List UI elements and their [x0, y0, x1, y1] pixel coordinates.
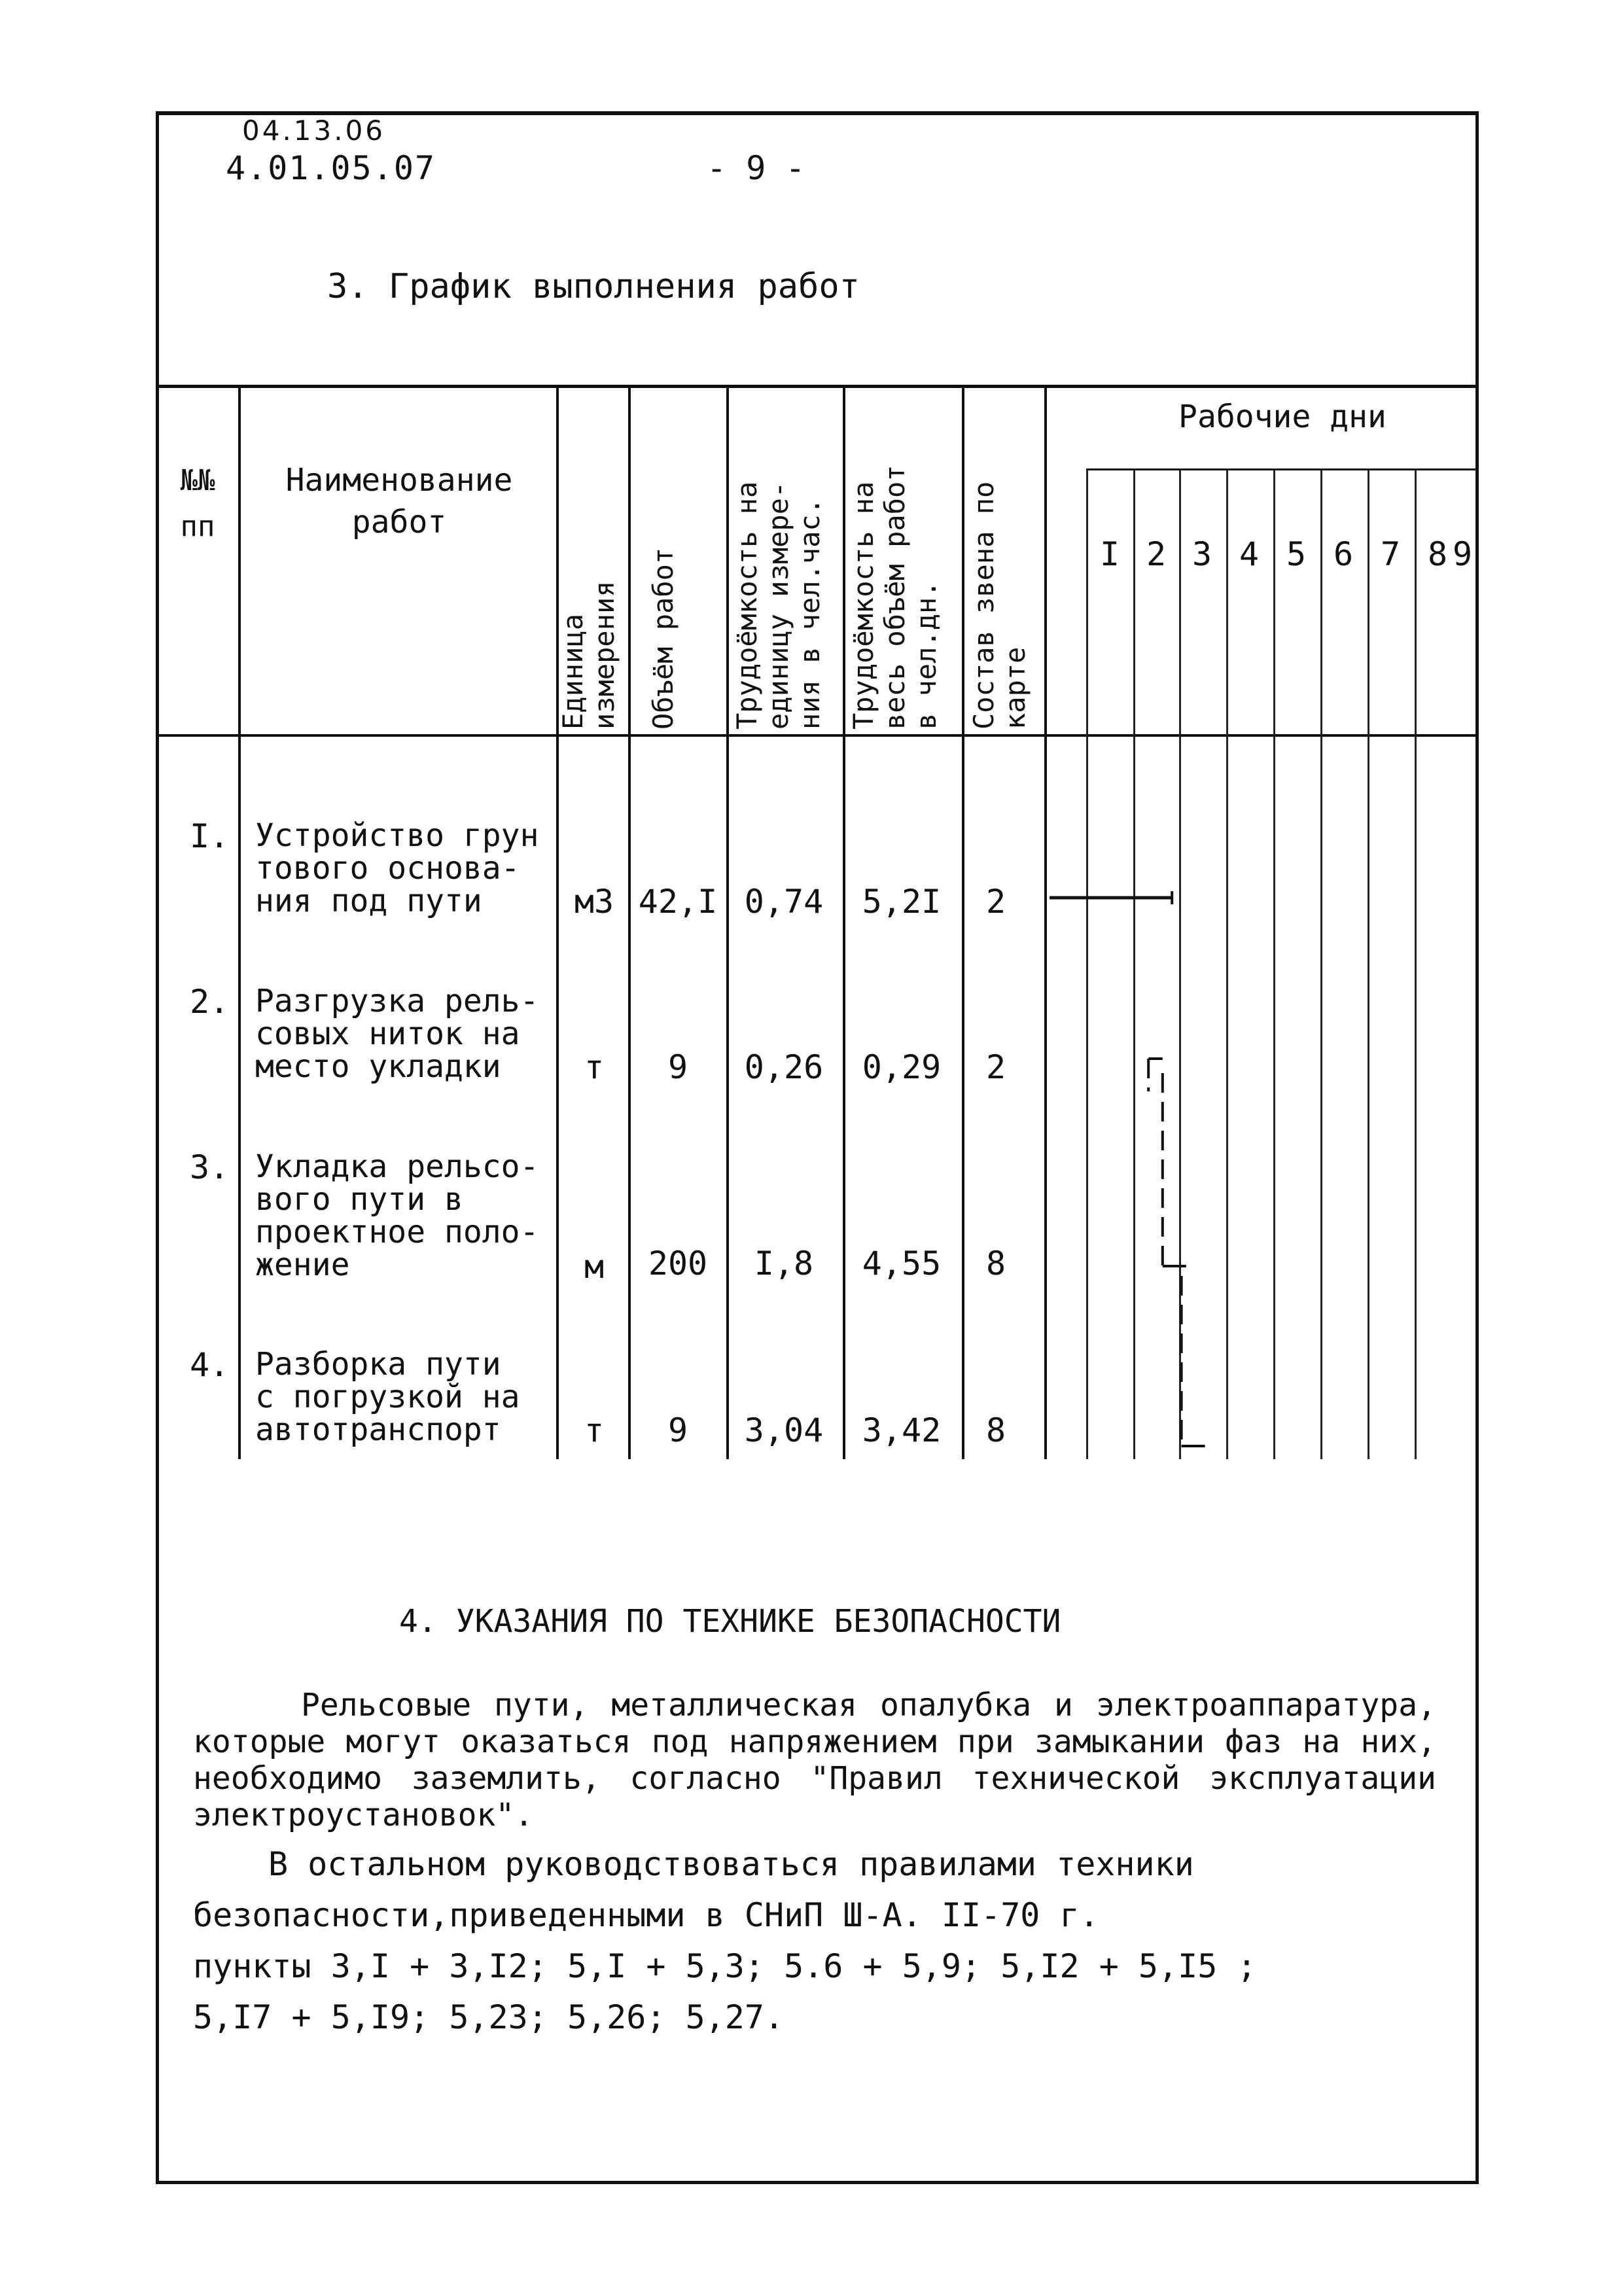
day-label-1: I: [1099, 535, 1120, 573]
day-line-2: [1133, 470, 1135, 1459]
row3-crew: 8: [985, 1245, 1006, 1282]
row4-volume: 9: [667, 1411, 688, 1449]
day-label-5: 5: [1286, 535, 1307, 573]
document-code: 4.01.05.07: [226, 149, 436, 187]
day-line-1: [1086, 470, 1088, 1459]
header-bottom-line: [156, 734, 1479, 737]
day-line-6: [1320, 470, 1322, 1459]
day-label-9: 9: [1452, 535, 1473, 573]
row2-crew: 2: [985, 1048, 1006, 1086]
row2-volume: 9: [667, 1048, 688, 1086]
day-label-7: 7: [1380, 535, 1401, 573]
section-title: 3. График выполнения работ: [327, 267, 860, 306]
row4-num: 4.: [190, 1346, 230, 1384]
row2-num: 2.: [190, 983, 230, 1021]
header-labor-total: Трудоёмкость на весь объём работ в чел.дн.: [847, 465, 942, 730]
row4-name: Разборка пути с погрузкой на автотранспорт: [255, 1346, 520, 1448]
row1-name: Устройство грун тового основа- ния под пути: [255, 817, 539, 919]
safety-line-4: 5,I7 + 5,I9; 5,23; 5,26; 5,27.: [193, 1998, 785, 2036]
safety-line-3: пункты 3,I + 3,I2; 5,I + 5,3; 5.6 + 5,9; 5,I2 + 5,I5 ;: [193, 1947, 1257, 1985]
row1-volume: 42,I: [638, 883, 718, 921]
row4-crew: 8: [985, 1411, 1006, 1449]
row2-name: Разгрузка рель- совых ниток на место укладки: [255, 983, 539, 1085]
col-line-4: [726, 386, 729, 1459]
header-work-days: Рабочие дни: [1178, 398, 1386, 435]
day-line-4: [1226, 470, 1228, 1459]
row1-labor-unit: 0,74: [744, 883, 824, 921]
safety-title: 4. УКАЗАНИЯ ПО ТЕХНИКЕ БЕЗОПАСНОСТИ: [399, 1603, 1061, 1640]
header-labor-unit: Трудоёмкость на единицу измере- ния в чел.час.: [731, 481, 826, 730]
row1-labor-total: 5,2I: [862, 883, 942, 921]
row2-labor-unit: 0,26: [744, 1048, 824, 1086]
col-line-3: [628, 386, 631, 1459]
row3-volume: 200: [648, 1245, 708, 1282]
day-line-5: [1273, 470, 1275, 1459]
row2-unit: т: [584, 1048, 605, 1086]
row1-unit: м3: [574, 883, 614, 921]
day-label-6: 6: [1333, 535, 1354, 573]
day-label-8: 8: [1427, 535, 1448, 573]
page-number: - 9 -: [707, 149, 805, 187]
safety-line-2: безопасности,приведенными в СНиП Ш-А. II-70 г.: [193, 1896, 1099, 1934]
row3-unit: м: [584, 1248, 605, 1286]
header-crew: Состав звена по карте: [968, 481, 1031, 730]
days-divider-line: [1086, 468, 1479, 470]
row4-labor-unit: 3,04: [744, 1411, 824, 1449]
day-label-4: 4: [1239, 535, 1260, 573]
handwritten-code: 04.13.06: [242, 115, 386, 147]
col-line-1: [238, 386, 241, 1459]
day-line-7: [1368, 470, 1369, 1459]
header-unit: Единица измерения: [557, 580, 620, 730]
day-line-3: [1179, 470, 1181, 1459]
row3-num: 3.: [190, 1148, 230, 1186]
header-volume: Объём работ: [647, 547, 679, 730]
col-line-6: [962, 386, 964, 1459]
row3-labor-unit: I,8: [754, 1245, 814, 1282]
row3-labor-total: 4,55: [862, 1245, 942, 1282]
safety-paragraph-1: Рельсовые пути, металлическая опалубка и электроаппаратура, которые могут оказаться под напряжением при замыкании фаз на них, необходимо заземлить, согласно "Правил технической эксплуатации электроустановок".: [193, 1687, 1436, 1833]
header-num: №№ пп: [180, 464, 215, 543]
row3-name: Укладка рельсо- вого пути в проектное поло- жение: [255, 1148, 539, 1283]
row4-labor-total: 3,42: [862, 1411, 942, 1449]
safety-line-1: В остальном руководствоваться правилами техники: [268, 1845, 1194, 1883]
row1-num: I.: [190, 817, 230, 855]
header-name: Наименование работ: [285, 462, 513, 540]
row1-crew: 2: [985, 883, 1006, 921]
table-top-line: [156, 385, 1479, 388]
day-label-3: 3: [1192, 535, 1212, 573]
col-line-7: [1044, 386, 1047, 1459]
col-line-5: [843, 386, 845, 1459]
day-label-2: 2: [1146, 535, 1167, 573]
day-line-8: [1415, 470, 1417, 1459]
row2-labor-total: 0,29: [862, 1048, 942, 1086]
row4-unit: т: [584, 1411, 605, 1449]
